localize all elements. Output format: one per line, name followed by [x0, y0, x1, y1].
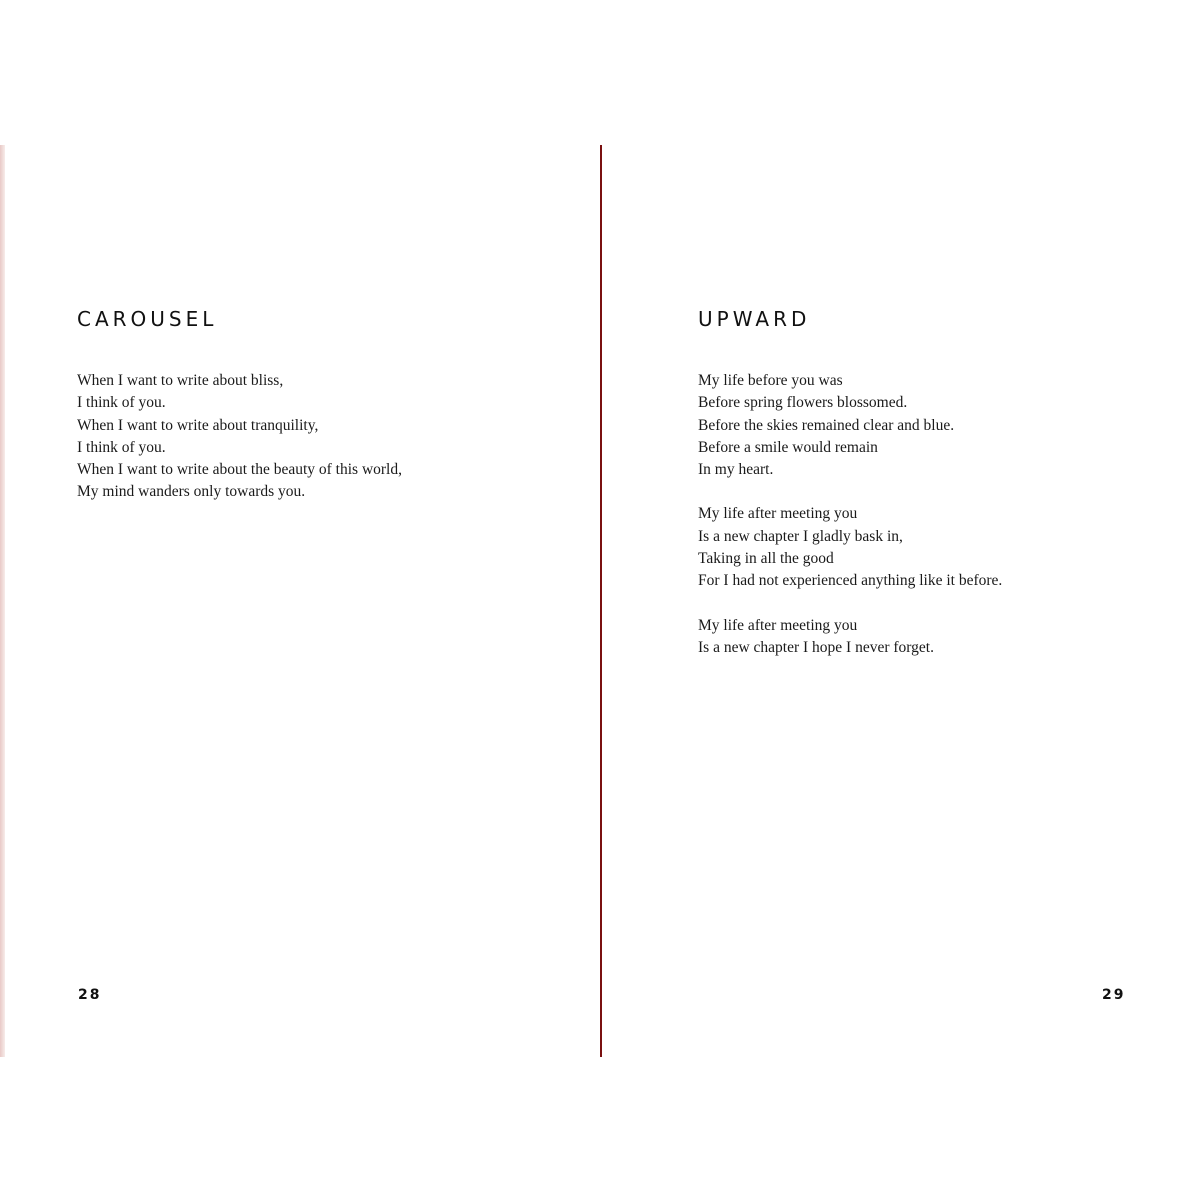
poem-line: My mind wanders only towards you. [77, 483, 306, 501]
book-spread [0, 145, 1200, 1057]
stanza [77, 370, 402, 504]
poem-title-left: CAROUSEL [77, 307, 218, 331]
poem-line: Before spring flowers blossomed. [698, 394, 908, 412]
left-page [0, 145, 600, 1057]
poem-line: When I want to write about tranquility, [77, 416, 319, 434]
poem-line: When I want to write about bliss, [77, 372, 284, 389]
poem-line: Before the skies remained clear and blue. [698, 416, 955, 434]
stanza [698, 615, 1002, 660]
stanza [698, 370, 1002, 481]
page-number-left: 28 [78, 987, 102, 1003]
page-number-right: 29 [1102, 987, 1126, 1003]
poem-body-right [698, 370, 1002, 681]
poem-line: When I want to write about the beauty of this world, [77, 461, 402, 479]
poem-line: In my heart. [698, 461, 774, 479]
poem-line: I think of you. [77, 438, 166, 456]
poem-line: My life after meeting you [698, 505, 858, 523]
poem-line: My life after meeting you [698, 616, 858, 634]
poem-line: Is a new chapter I gladly bask in, [698, 527, 903, 545]
poem-line: For I had not experienced anything like it before. [698, 572, 1003, 590]
stanza [698, 503, 1002, 592]
right-page [602, 145, 1200, 1057]
poem-line: I think of you. [77, 394, 166, 412]
poem-line: Is a new chapter I hope I never forget. [698, 638, 934, 656]
poem-body-left [77, 370, 402, 526]
poem-line: Before a smile would remain [698, 438, 878, 456]
poem-line: My life before you was [698, 372, 843, 389]
poem-title-right: UPWARD [698, 307, 811, 331]
poem-line: Taking in all the good [698, 550, 834, 568]
